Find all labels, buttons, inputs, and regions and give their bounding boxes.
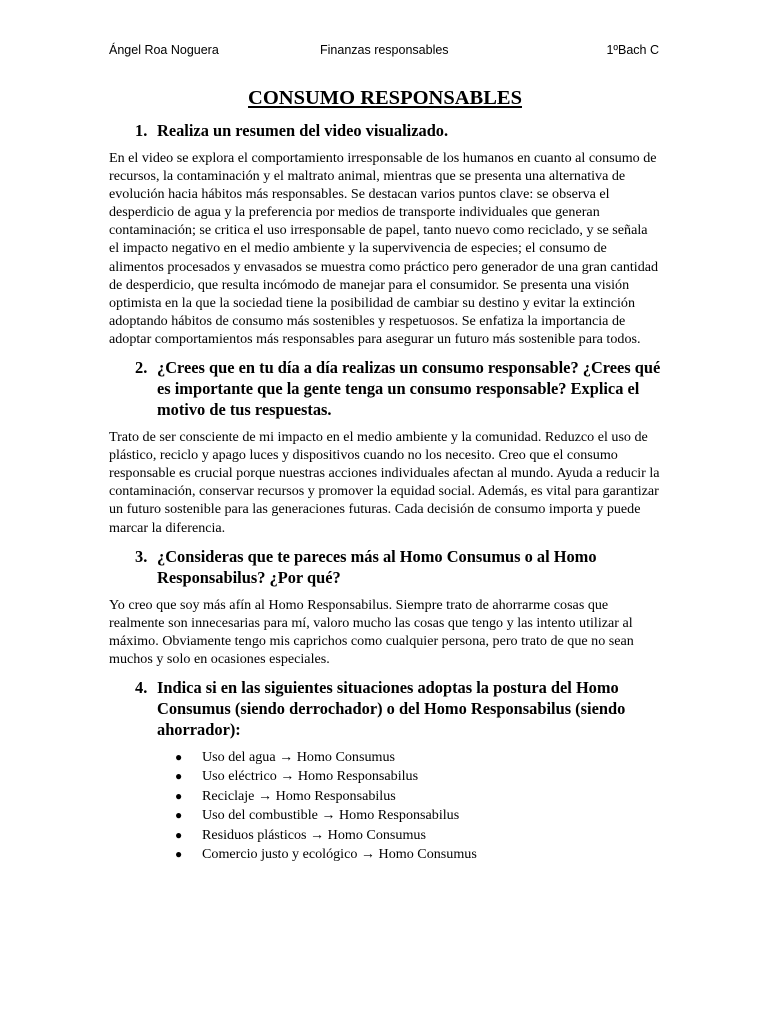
list-item-text: Reciclaje → Homo Responsabilus [202, 787, 396, 804]
question-2 [109, 357, 661, 420]
bullet-icon: ● [175, 749, 183, 764]
header-subject: Finanzas responsables [320, 43, 449, 57]
document-title: CONSUMO RESPONSABLES [248, 87, 522, 109]
list-item [175, 826, 661, 845]
question-text: Realiza un resumen del video visualizado. [157, 121, 449, 140]
list-item-text: Uso del combustible → Homo Responsabilus [202, 807, 460, 824]
bullet-icon: ● [175, 769, 183, 784]
answer-2: Trato de ser consciente de mi impacto en el medio ambiente y la comunidad. Reduzco el uso de plástico, reciclo y apago luces y dispositivos cuando no los necesito. Creo que el consumo responsable es crucial porque nuestras acciones individuales afectan al mundo. Ayuda a reducir la contaminación, conservar recursos y promover la equidad social. Además, es vital para garantizar un futuro sostenible para las generaciones futuras. Cada decisión de consumo importa y puede marcar la diferencia. [109, 429, 660, 536]
question-text: ¿Consideras que te pareces más al Homo Consumus o al Homo Responsabilus? ¿Por qué? [157, 546, 597, 587]
question-text: ¿Crees que en tu día a día realizas un consumo responsable? ¿Crees qué es importante que la gente tenga un consumo responsable? Explica el motivo de tus respuestas. [157, 358, 661, 420]
question-text: Indica si en las siguientes situaciones adoptas la postura del Homo Consumus (siendo derrochador) o del Homo Responsabilus (siendo ahorrador): [157, 677, 626, 739]
question-number: 1. [135, 121, 148, 140]
list-item-text: Residuos plásticos → Homo Consumus [202, 826, 426, 843]
question-3 [109, 546, 661, 588]
question-1 [109, 120, 661, 141]
page-header [109, 43, 659, 61]
list-item [175, 845, 661, 864]
document-body [109, 85, 661, 864]
bullet-icon: ● [175, 847, 183, 861]
question-number: 4. [135, 677, 148, 697]
list-item [175, 806, 661, 825]
answer-1: En el video se explora el comportamiento irresponsable de los humanos en cuanto al consumo de recursos, la contaminación y el maltrato animal, mientras que se presenta una alternativa de evolución hacia hábitos más responsables. Se destacan varios puntos clave: se observa el desperdicio de agua y la preferencia por medios de transporte individuales que generan contaminación; se critica el uso irresponsable de papel, tanto nuevo como reciclado, y se señala el impacto negativo en el medio ambiente y la supervivencia de especies; el consumo de alimentos procesados y envasados se muestra como práctico pero generador de una gran cantidad de desperdicio, que resulta incómodo de manejar para el consumidor. Se presenta una visión optimista en la que la sociedad tiene la posibilidad de cambiar su destino y evitar la extinción adoptando hábitos de consumo más sostenibles y respetuosos. Se enfatiza la importancia de adoptar comportamientos más responsables para asegurar un futuro más sostenible para todos. [109, 150, 659, 347]
header-course: 1ºBach C [606, 43, 659, 57]
list-item-text: Comercio justo y ecológico → Homo Consumus [202, 846, 477, 862]
list-item [175, 767, 661, 786]
situations-list [109, 748, 661, 864]
bullet-icon: ● [175, 827, 183, 842]
question-number: 3. [135, 546, 148, 566]
bullet-icon: ● [175, 788, 183, 803]
bullet-icon: ● [175, 808, 183, 823]
list-item-text: Uso eléctrico → Homo Responsabilus [202, 768, 419, 785]
list-item-text: Uso del agua → Homo Consumus [202, 748, 395, 765]
answer-3: Yo creo que soy más afín al Homo Responsabilus. Siempre trato de ahorrarme cosas que realmente son innecesarias para mí, valoro mucho las cosas que tengo y las intento utilizar al máximo. Obviamente tengo mis caprichos como cualquier persona, pero trato de que no sean muchos y solo en ocasiones especiales. [109, 596, 634, 667]
question-4 [109, 677, 661, 740]
list-item [175, 748, 661, 767]
list-item [175, 787, 661, 806]
header-author: Ángel Roa Noguera [109, 43, 219, 57]
question-number: 2. [135, 358, 148, 378]
